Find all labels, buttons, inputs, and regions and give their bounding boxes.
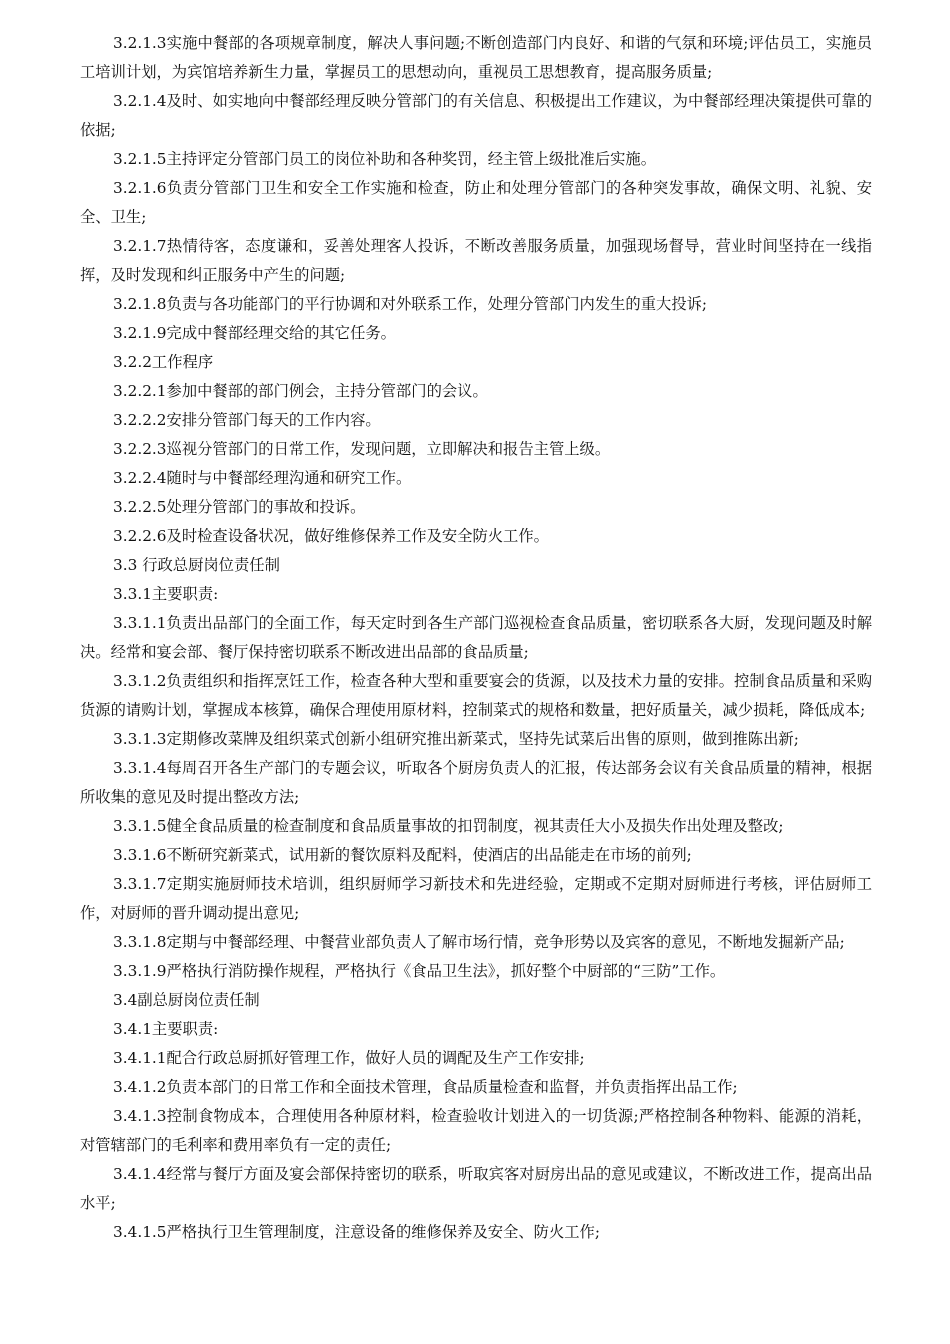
paragraph-3-2-2-3: 3.2.2.3巡视分管部门的日常工作，发现问题，立即解决和报告主管上级。: [113, 440, 611, 458]
paragraph-3-3-1-8: 3.3.1.8定期与中餐部经理、中餐营业部负责人了解市场行情，竞争形势以及宾客的意见，不断地发掘新产品;: [113, 933, 845, 951]
paragraph-3-2-1-4: 3.2.1.4及时、如实地向中餐部经理反映分管部门的有关信息、积极提出工作建议，为中餐部经理决策提供可靠的依据;: [80, 92, 872, 139]
section-heading-3-3-1: 3.3.1主要职责:: [113, 585, 219, 603]
paragraph-3-3-1-9: 3.3.1.9严格执行消防操作规程，严格执行《食品卫生法》，抓好整个中厨部的“三防”工作。: [113, 962, 726, 980]
section-heading-3-2-2: 3.2.2工作程序: [113, 353, 214, 371]
paragraph-3-2-2-4: 3.2.2.4随时与中餐部经理沟通和研究工作。: [113, 469, 412, 487]
paragraph-3-3-1-6: 3.3.1.6不断研究新菜式，试用新的餐饮原料及配料，使酒店的出品能走在市场的前列;: [113, 846, 692, 864]
paragraph-3-2-2-1: 3.2.2.1参加中餐部的部门例会，主持分管部门的会议。: [113, 382, 488, 400]
paragraph-3-4-1-1: 3.4.1.1配合行政总厨抓好管理工作，做好人员的调配及生产工作安排;: [113, 1049, 585, 1067]
paragraph-3-2-2-6: 3.2.2.6及时检查设备状况，做好维修保养工作及安全防火工作。: [113, 527, 549, 545]
paragraph-3-2-1-8: 3.2.1.8负责与各功能部门的平行协调和对外联系工作，处理分管部门内发生的重大投诉;: [113, 295, 708, 313]
paragraph-3-2-1-7: 3.2.1.7热情待客，态度谦和，妥善处理客人投诉，不断改善服务质量，加强现场督导，营业时间坚持在一线指挥，及时发现和纠正服务中产生的问题;: [80, 237, 872, 284]
paragraph-3-3-1-5: 3.3.1.5健全食品质量的检查制度和食品质量事故的扣罚制度，视其责任大小及损失作出处理及整改;: [113, 817, 784, 835]
paragraph-3-2-1-5: 3.2.1.5主持评定分管部门员工的岗位补助和各种奖罚，经主管上级批准后实施。: [113, 150, 657, 168]
paragraph-3-2-2-5: 3.2.2.5处理分管部门的事故和投诉。: [113, 498, 366, 516]
paragraph-3-2-2-2: 3.2.2.2安排分管部门每天的工作内容。: [113, 411, 381, 429]
document-page: [80, 29, 872, 1247]
paragraph-3-3-1-7: 3.3.1.7定期实施厨师技术培训，组织厨师学习新技术和先进经验，定期或不定期对厨师进行考核，评估厨师工作，对厨师的晋升调动提出意见;: [80, 875, 872, 922]
section-heading-3-4-1: 3.4.1主要职责:: [113, 1020, 219, 1038]
paragraph-3-4-1-3: 3.4.1.3控制食物成本，合理使用各种原材料，检查验收计划进入的一切货源;严格控制各种物料、能源的消耗，对管辖部门的毛利率和费用率负有一定的责任;: [80, 1107, 872, 1154]
paragraph-3-4-1-2: 3.4.1.2负责本部门的日常工作和全面技术管理，食品质量检查和监督，并负责指挥出品工作;: [113, 1078, 738, 1096]
paragraph-3-3-1-2: 3.3.1.2负责组织和指挥烹饪工作，检查各种大型和重要宴会的货源，以及技术力量的安排。控制食品质量和采购货源的请购计划，掌握成本核算，确保合理使用原材料，控制菜式的规格和数量，把好质量关，减少损耗，降低成本;: [80, 672, 872, 719]
section-heading-3-3: 3.3 行政总厨岗位责任制: [113, 556, 280, 574]
section-heading-3-4: 3.4副总厨岗位责任制: [113, 991, 260, 1009]
paragraph-3-2-1-6: 3.2.1.6负责分管部门卫生和安全工作实施和检查，防止和处理分管部门的各种突发事故，确保文明、礼貌、安全、卫生;: [80, 179, 872, 226]
paragraph-3-3-1-1: 3.3.1.1负责出品部门的全面工作，每天定时到各生产部门巡视检查食品质量，密切联系各大厨，发现问题及时解决。经常和宴会部、餐厅保持密切联系不断改进出品部的食品质量;: [80, 614, 872, 661]
paragraph-3-3-1-3: 3.3.1.3定期修改菜牌及组织菜式创新小组研究推出新菜式，坚持先试菜后出售的原则，做到推陈出新;: [113, 730, 799, 748]
paragraph-3-4-1-4: 3.4.1.4经常与餐厅方面及宴会部保持密切的联系，听取宾客对厨房出品的意见或建议，不断改进工作，提高出品水平;: [80, 1165, 872, 1212]
paragraph-3-4-1-5: 3.4.1.5严格执行卫生管理制度，注意设备的维修保养及安全、防火工作;: [113, 1223, 600, 1241]
paragraph-3-3-1-4: 3.3.1.4每周召开各生产部门的专题会议，听取各个厨房负责人的汇报，传达部务会议有关食品质量的精神，根据所收集的意见及时提出整改方法;: [80, 759, 872, 806]
paragraph-3-2-1-3: 3.2.1.3实施中餐部的各项规章制度，解决人事问题;不断创造部门内良好、和谐的气氛和环境;评估员工，实施员工培训计划，为宾馆培养新生力量，掌握员工的思想动向，重视员工思想教育，提高服务质量;: [80, 34, 872, 81]
paragraph-3-2-1-9: 3.2.1.9完成中餐部经理交给的其它任务。: [113, 324, 396, 342]
